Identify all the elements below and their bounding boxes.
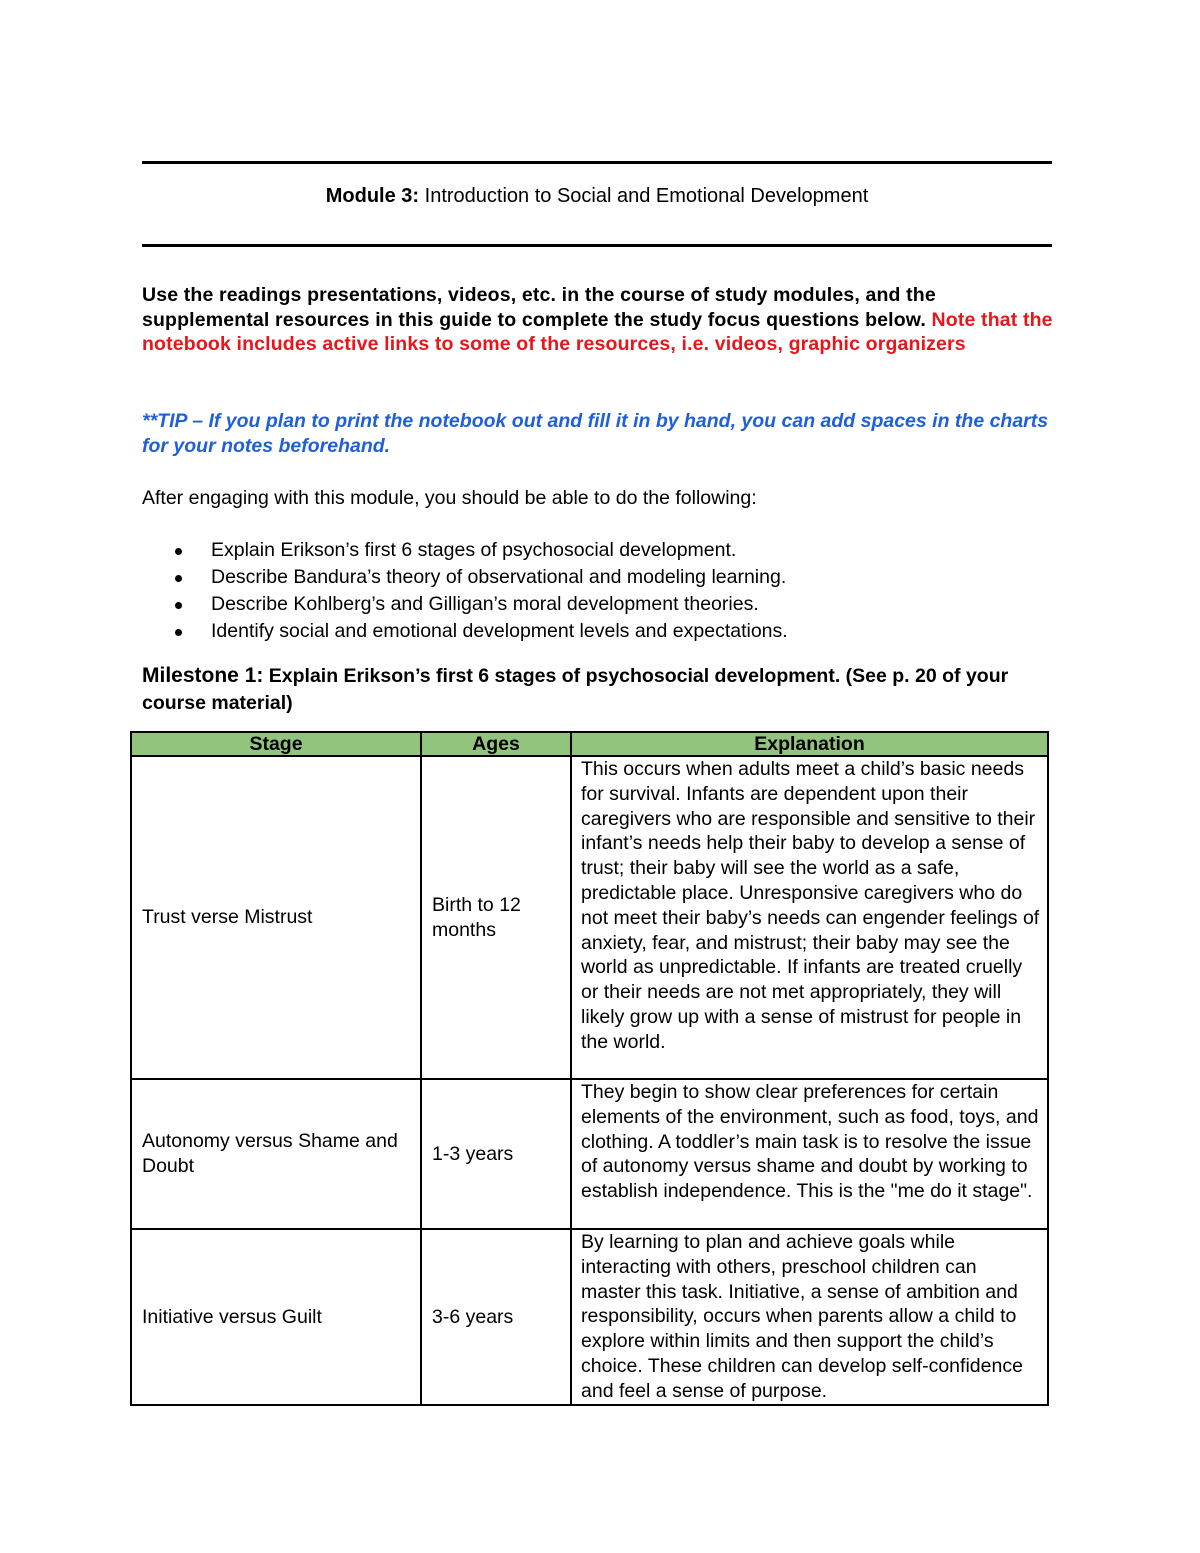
milestone-text: Explain Erikson’s first 6 stages of psychosocial development. (See p. 20 of your course material) bbox=[142, 665, 1009, 714]
bullet-icon bbox=[175, 602, 182, 609]
bullet-icon bbox=[175, 575, 182, 582]
module-title-text: Introduction to Social and Emotional Development bbox=[419, 185, 869, 207]
header-ages: Ages bbox=[421, 732, 571, 756]
stage-cell: Initiative versus Guilt bbox=[131, 1229, 421, 1405]
table-header-row bbox=[131, 732, 1048, 756]
module-title bbox=[142, 184, 1052, 208]
table-row bbox=[131, 756, 1048, 1079]
explanation-cell: By learning to plan and achieve goals while interacting with others, preschool children can master this task. Initiative, a sense of ambition and responsibility, occurs when parents allow a child to explore within limits and then support the child’s choice. These children can develop self-confidence and feel a sense of purpose. bbox=[571, 1229, 1048, 1405]
list-item bbox=[142, 537, 1042, 564]
ages-cell: 3-6 years bbox=[421, 1229, 571, 1405]
stage-cell: Autonomy versus Shame and Doubt bbox=[131, 1079, 421, 1229]
table-row bbox=[131, 1229, 1048, 1405]
bullet-icon bbox=[175, 548, 182, 555]
tip-paragraph: **TIP – If you plan to print the notebook out and fill it in by hand, you can add spaces in the charts for your notes beforehand. bbox=[142, 410, 1049, 457]
objective-text: Explain Erikson’s first 6 stages of psychosocial development. bbox=[211, 539, 737, 561]
table-row bbox=[131, 1079, 1048, 1229]
objective-text: Describe Kohlberg’s and Gilligan’s moral development theories. bbox=[211, 593, 759, 615]
ages-cell: 1-3 years bbox=[421, 1079, 571, 1229]
header-explanation: Explanation bbox=[571, 732, 1048, 756]
bottom-divider bbox=[142, 244, 1052, 247]
milestone-label: Milestone 1: bbox=[142, 664, 264, 687]
stage-cell: Trust verse Mistrust bbox=[131, 756, 421, 1079]
milestone-heading bbox=[142, 662, 1057, 717]
list-item bbox=[142, 618, 1042, 645]
intro-note-text: Note that the notebook includes active links to some of the resources, i.e. videos, graphic organizers bbox=[142, 308, 1053, 355]
intro-bold-text: Use the readings presentations, videos, etc. in the course of study modules, and the supplemental resources in this guide to complete the study focus questions below. bbox=[142, 284, 936, 331]
module-label: Module 3: bbox=[325, 185, 420, 207]
erikson-stages-table bbox=[130, 731, 1049, 1406]
objectives-list bbox=[142, 537, 1042, 645]
intro-paragraph bbox=[142, 283, 1057, 357]
ages-cell: Birth to 12 months bbox=[421, 756, 571, 1079]
top-divider bbox=[142, 161, 1052, 164]
explanation-cell: They begin to show clear preferences for certain elements of the environment, such as food, toys, and clothing. A toddler’s main task is to resolve the issue of autonomy versus shame and doubt by working to establish independence. This is the "me do it stage". bbox=[571, 1079, 1048, 1229]
explanation-cell: This occurs when adults meet a child’s basic needs for survival. Infants are dependent upon their caregivers who are responsible and sensitive to their infant’s needs help their baby to develop a sense of trust; their baby will see the world as a safe, predictable place. Unresponsive caregivers who do not meet their baby’s needs can engender feelings of anxiety, fear, and mistrust; their baby may see the world as unpredictable. If infants are treated cruelly or their needs are not met appropriately, they will likely grow up with a sense of mistrust for people in the world. bbox=[571, 756, 1048, 1079]
bullet-icon bbox=[175, 629, 182, 636]
objective-text: Describe Bandura’s theory of observational and modeling learning. bbox=[211, 566, 787, 588]
list-item bbox=[142, 564, 1042, 591]
objectives-intro: After engaging with this module, you should be able to do the following: bbox=[142, 487, 757, 509]
objective-text: Identify social and emotional development levels and expectations. bbox=[211, 620, 788, 642]
header-stage: Stage bbox=[131, 732, 421, 756]
list-item bbox=[142, 591, 1042, 618]
